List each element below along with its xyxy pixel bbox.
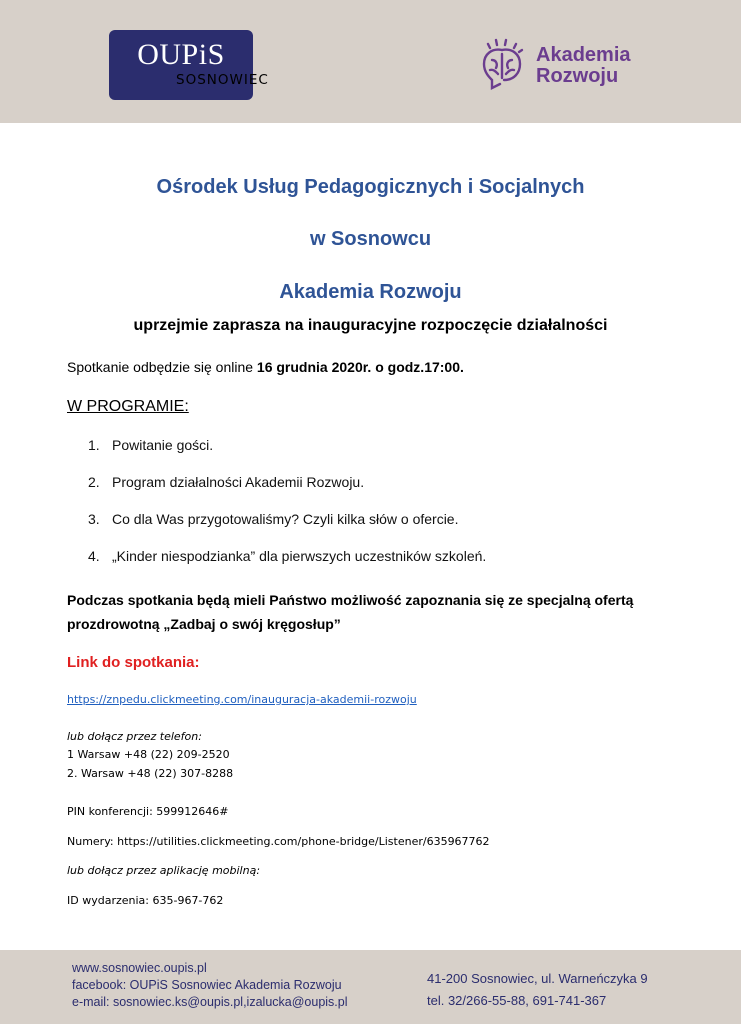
program-heading: W PROGRAMIE:: [67, 398, 189, 415]
academy-title: Akademia Rozwoju: [279, 281, 462, 303]
program-item-text: „Kinder niespodzianka” dla pierwszych uczestników szkoleń.: [112, 548, 487, 564]
phone-numbers-url: Numery: https://utilities.clickmeeting.com/phone-bridge/Listener/635967762: [67, 835, 490, 848]
organization-city: w Sosnowcu: [309, 228, 432, 250]
phone-join-label: lub dołącz przez telefon:: [67, 730, 202, 743]
invitation-subtitle: uprzejmie zaprasza na inauguracyjne rozpoczęcie działalności: [133, 317, 608, 334]
program-item-number: 3.: [88, 511, 100, 527]
meeting-info: [67, 359, 464, 375]
program-item-number: 2.: [88, 474, 100, 490]
program-item: [88, 436, 486, 473]
footer-website: www.sosnowiec.oupis.pl: [72, 961, 207, 975]
event-id: ID wydarzenia: 635-967-762: [67, 894, 224, 907]
oupis-logo-subtext: SOSNOWIEC: [176, 72, 269, 88]
program-item-text: Co dla Was przygotowaliśmy? Czyli kilka słów o ofercie.: [112, 511, 459, 527]
footer-contact-right: [427, 968, 648, 1012]
program-item-text: Powitanie gości.: [112, 437, 214, 453]
oupis-logo-text: OUPiS: [137, 38, 225, 71]
meeting-date: 16 grudnia 2020r. o godz.17:00.: [256, 359, 464, 375]
phone-number-2: 2. Warsaw +48 (22) 307-8288: [67, 767, 234, 780]
program-item-text: Program działalności Akademii Rozwoju.: [112, 474, 365, 490]
footer: [0, 950, 741, 1024]
akademia-rozwoju-logo: [476, 34, 646, 98]
offer-line-2: prozdrowotną „Zadbaj o swój kręgosłup”: [67, 616, 341, 632]
program-item: [88, 510, 486, 547]
app-join-label: lub dołącz przez aplikację mobilną:: [67, 864, 261, 877]
brain-icon: [476, 38, 528, 92]
footer-address: 41-200 Sosnowiec, ul. Warneńczyka 9: [427, 971, 648, 986]
conference-pin: PIN konferencji: 599912646#: [67, 805, 229, 818]
organization-title: Ośrodek Usług Pedagogicznych i Socjalnych: [156, 176, 585, 198]
header-banner: [0, 0, 741, 123]
program-item-number: 4.: [88, 548, 100, 564]
footer-facebook: facebook: OUPiS Sosnowiec Akademia Rozwoju: [72, 978, 342, 992]
footer-email: e-mail: sosnowiec.ks@oupis.pl,izalucka@oupis.pl: [72, 995, 348, 1009]
program-item-number: 1.: [88, 437, 100, 453]
meeting-info-prefix: Spotkanie odbędzie się online: [67, 359, 257, 375]
offer-paragraph: [67, 588, 687, 636]
program-list: [88, 436, 486, 584]
program-item: [88, 473, 486, 510]
phone-number-1: 1 Warsaw +48 (22) 209-2520: [67, 748, 230, 761]
meeting-link-heading: Link do spotkania:: [67, 654, 200, 671]
meeting-link[interactable]: https://znpedu.clickmeeting.com/inauguracja-akademii-rozwoju: [67, 693, 417, 706]
footer-phone: tel. 32/266-55-88, 691-741-367: [427, 993, 607, 1008]
oupis-logo: [109, 30, 269, 100]
akademia-logo-line1: Akademia: [536, 44, 631, 66]
akademia-logo-line2: Rozwoju: [536, 65, 619, 87]
offer-line-1: Podczas spotkania będą mieli Państwo możliwość zapoznania się ze specjalną ofertą: [67, 592, 634, 608]
footer-contact-left: [72, 960, 348, 1011]
program-item: [88, 547, 486, 584]
